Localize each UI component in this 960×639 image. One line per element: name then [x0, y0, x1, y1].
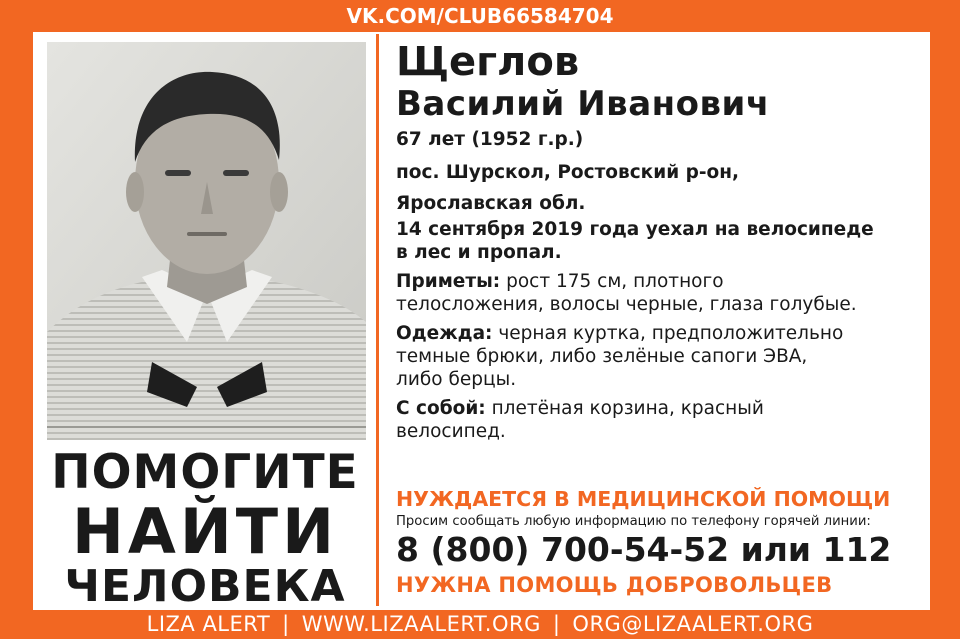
footer — [0, 610, 960, 639]
items-line-2: велосипед. — [396, 421, 506, 442]
clothes-line-1 — [396, 322, 843, 345]
volunteers-needed: НУЖНА ПОМОЩЬ ДОБРОВОЛЬЦЕВ — [396, 573, 833, 597]
person-surname: Щеглов — [396, 39, 580, 85]
person-photo-icon — [47, 42, 366, 440]
footer-email-link[interactable]: ORG@LIZAALERT.ORG — [572, 612, 814, 636]
items-text-1: плетёная корзина, красный — [485, 398, 764, 419]
hotline-phone[interactable]: 8 (800) 700-54-52 или 112 — [396, 530, 892, 569]
footer-separator: | — [282, 612, 290, 636]
location-line-1: пос. Шурскол, Ростовский р-он, — [396, 162, 740, 183]
signs-text-1: рост 175 см, плотного — [500, 271, 724, 292]
signs-line-1 — [396, 270, 724, 293]
signs-line-2: телосложения, волосы черные, глаза голубые. — [396, 294, 857, 315]
items-label: С собой: — [396, 398, 486, 419]
vk-url[interactable]: VK.COM/CLUB66584704 — [346, 4, 614, 28]
signs-label: Приметы: — [396, 271, 501, 292]
medical-help-notice: НУЖДАЕТСЯ В МЕДИЦИНСКОЙ ПОМОЩИ — [396, 487, 891, 511]
person-name: Василий Иванович — [396, 84, 770, 124]
clothes-line-3: либо берцы. — [396, 369, 517, 390]
help-line-3: ЧЕЛОВЕКА — [64, 561, 346, 612]
report-instruction: Просим сообщать любую информацию по телефону горячей линии: — [396, 514, 871, 529]
footer-site-link[interactable]: WWW.LIZAALERT.ORG — [301, 612, 541, 636]
help-line-1: ПОМОГИТЕ — [51, 445, 359, 500]
event-line-1: 14 сентября 2019 года уехал на велосипеде — [396, 219, 874, 240]
person-age: 67 лет (1952 г.р.) — [396, 129, 584, 150]
event-line-2: в лес и пропал. — [396, 242, 562, 263]
help-line-2: НАЙТИ — [72, 495, 338, 568]
clothes-text-1: черная куртка, предположительно — [492, 323, 844, 344]
vertical-divider — [376, 34, 379, 606]
items-line-1 — [396, 397, 764, 420]
clothes-line-2: темные брюки, либо зелёные сапоги ЭВА, — [396, 346, 808, 367]
footer-separator: | — [552, 612, 561, 636]
footer-org: LIZA ALERT — [146, 612, 271, 636]
clothes-label: Одежда: — [396, 323, 493, 344]
location-line-2: Ярославская обл. — [396, 193, 586, 214]
person-photo — [47, 42, 366, 440]
